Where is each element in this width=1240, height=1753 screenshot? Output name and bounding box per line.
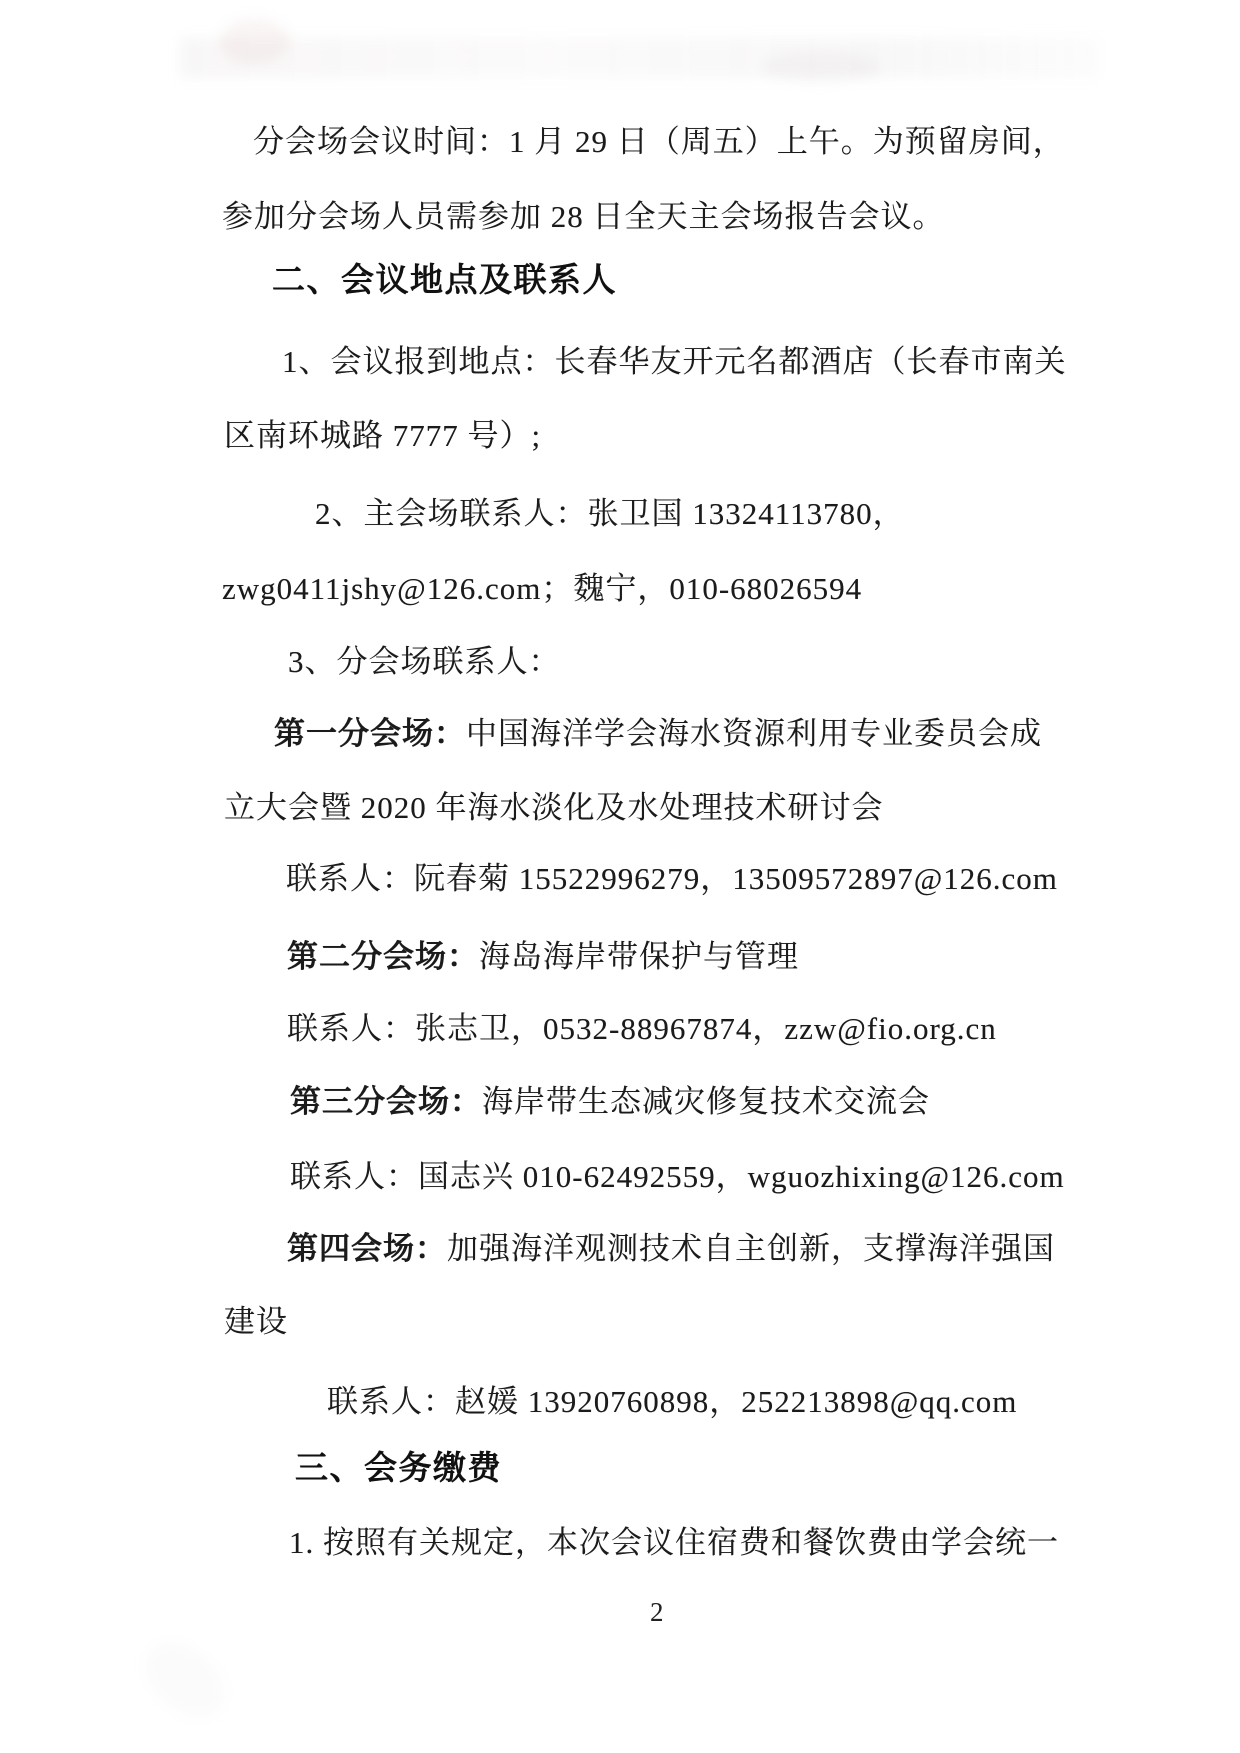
registration-location-line-2: 区南环城路 7777 号）; — [224, 418, 542, 453]
subvenue-2-contact: 联系人：张志卫，0532-88967874，zzw@fio.org.cn — [287, 1011, 997, 1046]
subvenue-contacts-label: 3、分会场联系人： — [288, 644, 561, 679]
scan-artifact — [131, 1628, 239, 1732]
subvenue-2-title: 第二分会场：海岛海岸带保护与管理 — [287, 939, 799, 974]
subvenue-3-label: 第三分会场： — [290, 1084, 482, 1119]
scan-artifact — [760, 52, 880, 82]
fees-paragraph-line-1: 1. 按照有关规定，本次会议住宿费和餐饮费由学会统一 — [289, 1525, 1059, 1560]
subvenue-4-label: 第四会场： — [287, 1231, 447, 1266]
section-heading-venue-contacts: 二、会议地点及联系人 — [272, 261, 617, 298]
section-heading-fees: 三、会务缴费 — [295, 1449, 502, 1486]
subvenue-1-title-line-2: 立大会暨 2020 年海水淡化及水处理技术研讨会 — [224, 790, 884, 825]
main-venue-contact-line-1: 2、主会场联系人：张卫国 13324113780， — [315, 496, 905, 531]
subvenue-2-label: 第二分会场： — [287, 939, 479, 974]
scan-artifact — [180, 38, 1100, 78]
subvenue-1-contact: 联系人：阮春菊 15522996279，13509572897@126.com — [286, 861, 1058, 896]
main-venue-contact-line-2: zwg0411jshy@126.com；魏宁，010-68026594 — [222, 571, 863, 606]
subvenue-1-label: 第一分会场： — [274, 716, 466, 751]
subvenue-4-title-line-1: 第四会场：加强海洋观测技术自主创新，支撑海洋强国 — [287, 1231, 1055, 1266]
subvenue-4-title-line-2: 建设 — [224, 1304, 288, 1339]
subvenue-time-line-2: 参加分会场人员需参加 28 日全天主会场报告会议。 — [222, 199, 945, 234]
subvenue-1-title-line-1: 第一分会场：中国海洋学会海水资源利用专业委员会成 — [274, 716, 1042, 751]
subvenue-3-contact: 联系人：国志兴 010-62492559，wguozhixing@126.com — [290, 1159, 1065, 1194]
scan-artifact — [220, 18, 290, 64]
subvenue-3-title: 第三分会场：海岸带生态减灾修复技术交流会 — [290, 1084, 930, 1119]
subvenue-4-contact: 联系人：赵媛 13920760898，252213898@qq.com — [327, 1384, 1018, 1419]
subvenue-time-line-1: 分会场会议时间：1 月 29 日（周五）上午。为预留房间， — [253, 124, 1065, 159]
page-number: 2 — [650, 1597, 664, 1627]
registration-location-line-1: 1、会议报到地点：长春华友开元名都酒店（长春市南关 — [282, 344, 1067, 379]
